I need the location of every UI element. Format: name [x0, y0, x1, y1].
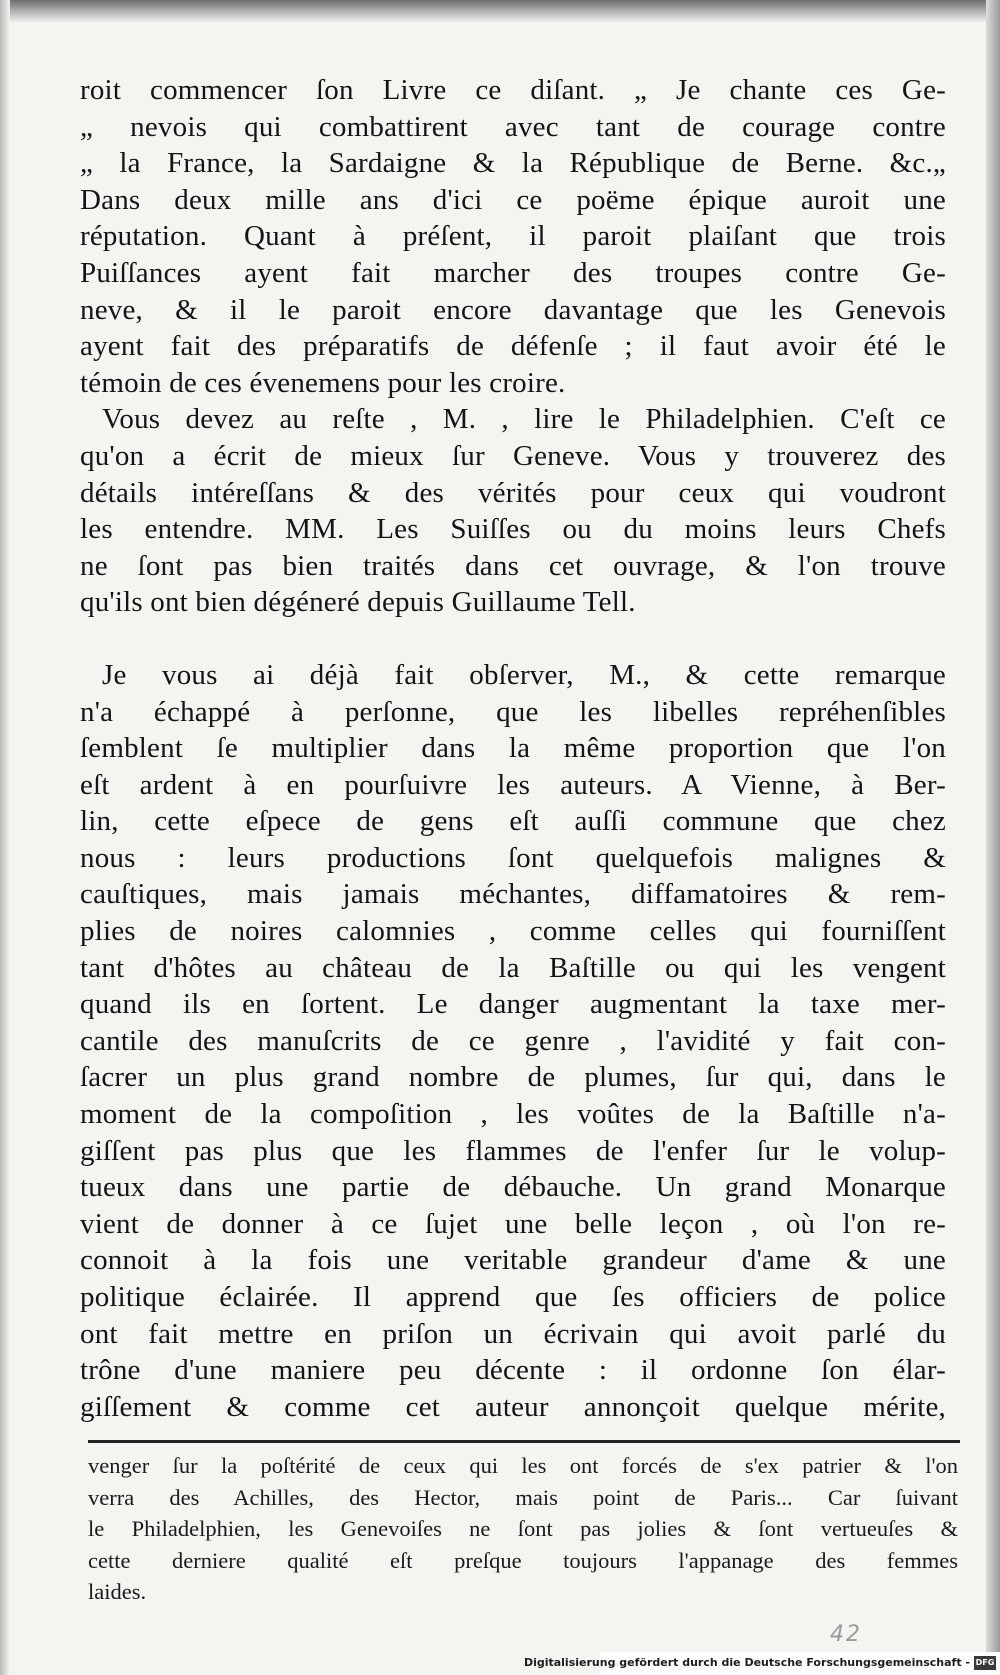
text-line: lin, cette eſpece de gens eſt auſſi commune que chez	[80, 805, 946, 838]
text-line: giſſement & comme cet auteur annonçoit quelque mérite,	[80, 1390, 946, 1423]
footnote-rule	[88, 1440, 960, 1443]
digitization-credit-bar	[523, 1652, 1000, 1675]
footnote-line: verra des Achilles, des Hector, mais point de Paris... Car ſuivant	[88, 1484, 958, 1510]
text-line: cauſtiques, mais jamais méchantes, diffamatoires & rem-	[80, 878, 946, 911]
page-right-edge	[986, 0, 1000, 1675]
text-line: ont fait mettre en priſon un écrivain qui avoit parlé du	[80, 1317, 946, 1350]
text-line: n'a échappé à perſonne, que les libelles repréhenſibles	[80, 695, 946, 728]
text-line: réputation. Quant à préſent, il paroit plaiſant que trois	[80, 220, 946, 253]
text-line: tant d'hôtes au château de la Baſtille ou qui les vengent	[80, 951, 946, 984]
text-line: „ nevois qui combattirent avec tant de courage contre	[80, 110, 946, 143]
footnote-line: laides.	[88, 1579, 147, 1604]
footnote-line: venger ſur la poſtérité de ceux qui les ont forcés de s'ex patrier & l'on	[88, 1453, 958, 1478]
text-line: vient de donner à ce ſujet une belle leçon , où l'on re-	[80, 1207, 946, 1240]
footnote	[88, 1450, 958, 1608]
text-line: Dans deux mille ans d'ici ce poëme épique auroit une	[80, 183, 946, 216]
text-line: les entendre. MM. Les Suiſſes ou du moins leurs Chefs	[80, 513, 946, 546]
footnote-line: cette derniere qualité eſt preſque toujours l'appanage des femmes	[88, 1547, 958, 1573]
dfg-logo-icon: DFG	[974, 1656, 996, 1670]
text-line: „ la France, la Sardaigne & la République de Berne. &c.„	[80, 147, 946, 180]
text-line: eſt ardent à en pourſuivre les auteurs. A Vienne, à Ber-	[80, 768, 946, 801]
text-line: Je vous ai déjà fait obſerver, M., & cette remarque	[102, 658, 946, 691]
text-line: témoin de ces évenemens pour les croire.	[80, 366, 566, 399]
text-line: politique éclairée. Il apprend que ſes officiers de police	[80, 1281, 946, 1313]
text-line: quand ils en ſortent. Le danger augmentant la taxe mer-	[80, 988, 946, 1021]
text-line: qu'ils ont bien dégéneré depuis Guillaume Tell.	[80, 586, 636, 619]
paragraph-gap	[80, 621, 946, 657]
text-line: giſſent pas plus que les flammes de l'enfer ſur le volup-	[80, 1134, 946, 1167]
text-line: tueux dans une partie de débauche. Un grand Monarque	[80, 1171, 946, 1204]
text-line: moment de la compoſition , les voûtes de la Baſtille n'a-	[80, 1098, 946, 1131]
page-number: 42	[830, 1622, 862, 1647]
text-line: détails intéreſſans & des vérités pour ceux qui voudront	[80, 476, 946, 509]
text-line: ayent fait des préparatifs de défenſe ; il faut avoir été le	[80, 330, 946, 363]
text-line: plies de noires calomnies , comme celles qui fourniſſent	[80, 915, 946, 948]
text-line: roit commencer ſon Livre ce diſant. „ Je chante ces Ge-	[80, 74, 946, 106]
text-line: ſemblent ſe multiplier dans la même proportion que l'on	[80, 732, 946, 765]
page-top-edge	[0, 0, 1000, 22]
page-left-edge	[0, 0, 10, 1675]
main-text	[80, 72, 946, 1425]
text-line: neve, & il le paroit encore davantage que les Genevois	[80, 293, 946, 326]
text-line: trône d'une maniere peu décente : il ordonne ſon élar-	[80, 1354, 946, 1387]
text-line: Vous devez au reſte , M. , lire le Philadelphien. C'eſt ce	[102, 403, 946, 436]
text-line: cantile des manuſcrits de ce genre , l'avidité y fait con-	[80, 1024, 946, 1057]
credit-text: Digitalisierung gefördert durch die Deutsche Forschungsgemeinschaft -	[523, 1656, 970, 1669]
text-line: connoit à la fois une veritable grandeur d'ame & une	[80, 1244, 946, 1277]
text-line: nous : leurs productions ſont quelquefois malignes &	[80, 841, 946, 874]
text-line: ſacrer un plus grand nombre de plumes, ſur qui, dans le	[80, 1061, 946, 1094]
text-line: qu'on a écrit de mieux ſur Geneve. Vous y trouverez des	[80, 439, 946, 472]
text-line: Puiſſances ayent fait marcher des troupes contre Ge-	[80, 256, 946, 289]
text-line: ne ſont pas bien traités dans cet ouvrage, & l'on trouve	[80, 549, 946, 582]
footnote-line: le Philadelphien, les Genevoiſes ne ſont pas jolies & ſont vertueuſes &	[88, 1516, 958, 1541]
